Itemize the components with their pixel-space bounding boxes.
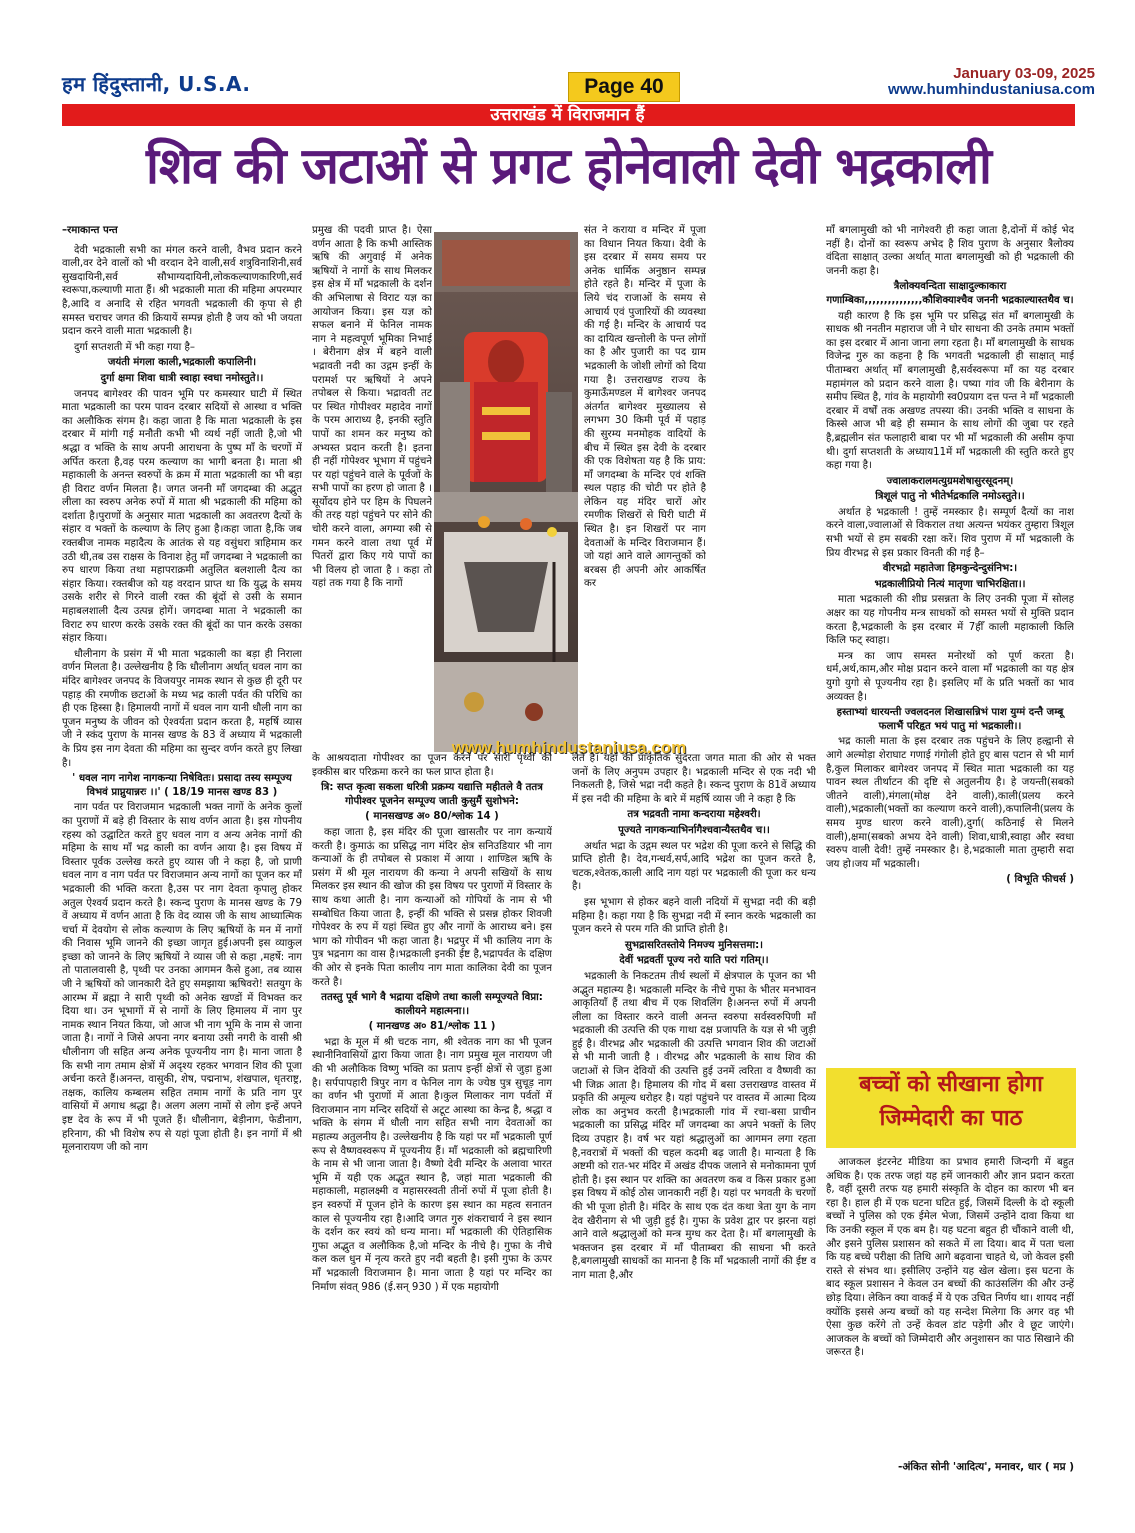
headline: शिव की जटाओं से प्रगट होनेवाली देवी भद्रकाली	[146, 137, 991, 195]
photo-watermark: www.humhindustaniusa.com	[451, 738, 687, 757]
verse: तत्र भद्रवती नामा कन्दराया महेश्वरी।	[627, 809, 761, 821]
masthead	[0, 0, 1135, 100]
paragraph: मन्त्र का जाप समस्त मनोरथों को पूर्ण करता है। धर्म,अर्थ,काम,और मोक्ष प्रदान करने वाला माँ भद्रकाली का यह क्षेत्र युगो युगो से पूज्यनीय रहा है। इसलिए माँ के प्रति भक्तों का भाव अव्यक्त है।	[826, 650, 1074, 703]
article-column-2-bottom	[312, 752, 552, 1514]
paragraph: भद्रा के मूल में श्री चटक नाग, श्री श्वेतक नाग का भी पूजन स्थानीनिवासियों द्वारा किया जाता है। नाग प्रमुख मूल नारायण जी की भी अलौकिक विष्णु भक्ति का प्रताप इन्हीं क्षेत्रों से जुड़ा हुआ है। सर्पपापहारी त्रिपुर नाग व फेनिल नाग के ज्येष्ठ पुत्र सुचूड़ नाग का वर्णन भी पुराणों में आता है।कुल मिलाकर नाग पर्वतों में विराजमान नाग मन्दिर सदियों से अटूट आस्था का केन्द्र है, श्रद्धा व भक्ति के संगम में धौली नाग सहित सभी नाग देवताओं का महात्म्य अतुलनीय है। उल्लेखनीय है कि यहां पर माँ भद्रकाली पूर्ण रूप से वैष्णवस्वरूप में पूज्यनीय हैं। माँ भद्रकाली को ब्रह्मचारिणी के नाम से भी जाना जाता है। वैष्णो देवी मन्दिर के अलावा भारत भूमि में यही एक अद्भुत स्थान है, जहां माता भद्रकाली की महाकाली, महालक्ष्मी व महासरस्वती तीनों रुपों में पूजा होती है। इन स्वरुपों में पूजन होने के कारण इस स्थान का महत्व सनातन काल से पूज्यनीय रहा है।आदि जगत गुरु शंकराचार्य ने इस स्थान के दर्शन कर स्वयं को धन्य माना। माँ भद्रकाली की ऐतिहासिक गुफा अद्भुत व अलौकिक है,जो मन्दिर के नीचे है। गुफा के नीचे कल कल धुन में नृत्य करते हुए नदी बहती है। इसी गुफा के ऊपर माँ भद्रकाली विराजमान है। माना जाता है यहां पर मन्दिर का निर्माण संवत् 986 (ई.सन् 930 ) में एक महायोगी	[312, 1036, 552, 1293]
article-column-3-bottom	[572, 752, 816, 1514]
paragraph: आजकल इंटरनेट मीडिया का प्रभाव हमारी जिन्दगी में बहुत अधिक है। एक तरफ जहां यह हमें जानकारी और ज्ञान प्रदान करता है, वहीं दूसरी तरफ यह हमारी संस्कृति के दोहन का कारण भी बन रहा है। हाल ही में एक घटना घटित हुई, जिसमें दिल्ली के दो स्कूली बच्चों ने पुलिस को एक ईमेल भेजा, जिसमें उन्होंने दावा किया था कि उनकी स्कूल में एक बम है। यह घटना बहुत ही चौंकाने वाली थी, और इसने पुलिस प्रशासन को सकते में ला दिया। बाद में पता चला कि यह बच्चे परीक्षा की तिथि आगे बढ़वाना चाहते थे, जो केवल इसी रास्ते से संभव था। इसीलिए उन्होंने यह खेल खेला। इस घटना के बाद स्कूल प्रशासन ने केवल उन बच्चों की काउंसलिंग की और उन्हें छोड़ दिया। लेकिन क्या वाकई में ये एक उचित निर्णय था। शायद नहीं क्योंकि इससे अन्य बच्चों को यह सन्देश मिलेगा कि अगर वह भी ऐसा कुछ करेंगे तो उन्हें केवल डांट पड़ेगी और वे छूट जाएंगे। आजकल के बच्चों को जिम्मेदारी और अनुशासन का पाठ सिखाने की जरूरत है।	[826, 1157, 1074, 1359]
box-title-line-2: जिम्मेदारी का पाठ	[879, 1106, 1023, 1131]
paragraph: कहा जाता है, इस मंदिर की पूजा खासतौर पर नाग कन्यायें करती है। कुमाऊं का प्रसिद्ध नाग मंदिर क्षेत्र सनिउडियार भी नाग कन्याओं के ही तपोबल से प्रकाश में आया । शाण्डिल ऋषि के प्रसंग में श्री मूल नारायण की कन्या ने अपनी सखियों के साथ मिलकर इस स्थान की खोज की इस विषय पर पुराणों में विस्तार के साथ कथा आती है। नाग कन्याओं को गोपियों के नाम से भी सम्बोधित किया जाता है, इन्हीं की भक्ति से प्रसन्न होकर शिवजी गोपेश्वर के रुप में यहां स्थित हुए और नागों के आराध्य बने। इस भाग को गोपीवन भी कहा जाता है। भद्रपुर में भी कालिय नाग के पुत्र भद्रनाग का वास है।भद्रकाली इनकी ईष्ट है,भद्रापर्वत के दक्षिण की ओर से इनके पिता कालीय नाग माता कालिका देवी का पूजन करते है।	[312, 826, 552, 988]
verse: त्रैलोक्यवन्दिता साक्षादुल्काकारा गणाम्बिका,,,,,,,,,,,,,,,कौशिक्याश्चैव जननी भद्रकाल्यास्तथैव च।	[826, 281, 1074, 306]
issue-date: January 03-09, 2025	[953, 65, 1095, 82]
article-column-2-top	[312, 224, 432, 754]
temple-photo	[434, 232, 578, 752]
page-number: Page 40	[568, 72, 680, 102]
paragraph: धौलीनाग के प्रसंग में भी माता भद्रकाली का बड़ा ही निराला वर्णन मिलता है। उल्लेखनीय है कि धौलीनाग अर्थात् धवल नाग का मंदिर बागेश्वर जनपद के विजयपुर नामक स्थान से कुछ ही दूरी पर पहाड़ की रमणीक छटाओं के मध्य भद्र काली पर्वत की परिधि का ही एक हिस्सा है। हिमालयी नागों में धवल नाग यानी धौली नाग का पूजन मनुष्य के जीवन को ऐश्वर्यता प्रदान करता है, महर्षि व्यास जी ने स्कंद पुराण के मानस खण्ड के 83 वें अध्याय में भद्रकाली के प्रिय इस नाग देवता की महिमा का सुन्दर वर्णन करते हुए लिखा है।	[62, 648, 302, 769]
verse: ततस्तु पूर्व भागे वै भद्राया दक्षिणे तथा काली सम्पूज्यते विप्रा: कालीयने महात्मना।।	[321, 992, 543, 1017]
paragraph: भद्र काली माता के इस दरबार तक पहुंचने के लिए हल्द्वानी से आगे अल्मोड़ा शेराघाट गणाई गंगोली होते हुए बास पटान से भी मार्ग है,कुल मिलाकर बागेश्वर जनपद में स्थित माता भद्रकाली का यह पावन स्थल तीर्थाटन की दृष्टि से अतुलनीय है। हे जयन्ती(सबको जीतने वाली),मंगला(मोक्ष देने वाली),काली(प्रलय करने वाली),भद्रकाली(भक्तों का कल्याण करने वाली),कपालिनी(प्रलय के समय मुण्ड धारण करने वाली),दुर्गा( कठिनाई से मिलने वाली),क्षमा(सबको अभय देने वाली) शिवा,धात्री,स्वाहा और स्वधा स्वरुप वाली देवी! तुम्हें नमस्कार है। हे,भद्रकाली माता तुम्हारी सदा जय हो।जय माँ भद्रकाली।	[826, 736, 1074, 870]
verse: भद्रकालीप्रियो नित्यं मातृणा चाभिरक्षिता।।	[874, 578, 1026, 590]
verse: ( मानखण्ड अ० 81/श्लोक 11 )	[368, 1021, 496, 1033]
paragraph: प्रमुख की पदवी प्राप्त है। ऐसा वर्णन आता है कि कभी आस्तिक ऋषि की अगुवाई में अनेक ऋषियों ने नागों के साथ मिलकर इस क्षेत्र में माँ भद्रकाली के दर्शन की अभिलाषा से विराट यज्ञ का आयोजन किया। इस यज्ञ को सफल बनाने में फेनिल नामक नाग ने महत्वपूर्ण भूमिका निभाई । बेरीनाग क्षेत्र में बहने वाली भद्रावती नदी का उद्गम इन्हीं के परामर्श पर ऋषियों ने अपने तपोबल से किया। भद्रावती तट पर स्थित गोपीश्वर महादेव नागों के परम आराध्य है, इनकी स्तुति पापों का शमन कर मनुष्य को अभ्यस्त प्रदान करती है। इतना ही नहीं गोपेश्वर भूभाग में पहुंचने पर यहां पहुंचने वाले के पूर्वजों के सभी पापों का हरण हो जाता है । सूर्योदय होने पर हिम के पिघलने की तरह यहां पहुंचने पर सोने की चोरी करने वाला, अगम्या स्त्री से गमन करने वाला तथा पूर्व में पितरों द्वारा किए गये पापों का भी विलय हो जाता है । कहा तो यहां तक गया है कि नागों	[312, 225, 432, 590]
issue-date-block	[888, 66, 1095, 98]
site-url: www.humhindustaniusa.com	[888, 81, 1095, 98]
paragraph: यही कारण है कि इस भूमि पर प्रसिद्ध संत माँ बगलामुखी के साधक श्री ननतीन महाराज जी ने घोर साधना की उनके तमाम भक्तों का इस दरबार में आना जाना लगा रहता है। माँ बगलामुखी के साधक विजेन्द्र गुरु का कहना है कि भगवती भद्रकाली ही साक्षात् माई पीताम्बरा अर्थात् माँ बगलामुखी है,सर्वस्वरूपा माँ का यह दरबार महामंगल को प्रदान करने वाला है। पष्या गांव जी कि बेरीनाग के समीप स्थित है, गांव के महायोगी स्व0प्रयाग दत्त पन्त ने माँ भद्रकाली दरबार में वर्षों तक अखण्ड तपस्या की। उनकी भक्ति व साधना के किस्से आज भी बड़े ही सम्मान के साथ लोगों की जुबा पर रहते है,ब्रह्मलीन संत फलाहारी बाबा पर भी माँ भद्रकाली की असीम कृपा थी। दुर्गा सप्तशती के अध्याय11में माँ भद्रकाली की स्तुति करते हुए कहा गया है।	[826, 310, 1074, 472]
paragraph: दुर्गा सप्तशती में भी कहा गया है–	[74, 341, 195, 353]
verse: दुर्गा क्षमा शिवा धात्री स्वाहा स्वधा नमोस्तुते।।	[100, 372, 264, 384]
verse: पूज्यते नागकन्याभिर्नागैश्चवान्यैस्तथैव च।।	[618, 824, 770, 836]
box-author: -अंकित सोनी 'आदित्य', मनावर, धार ( मप्र )	[898, 1461, 1074, 1473]
paragraph: संत ने कराया व मन्दिर में पूजा का विधान नियत किया। देवी के इस दरबार में समय समय पर अनेक धार्मिक अनुष्ठान सम्पन्न होते रहते है। मन्दिर में पूजा के लिये चंद राजाओं के समय से आचार्य एवं पुजारियों की व्यवस्था की गई है। मन्दिर के आचार्य पद का दायित्व खन्तोली के पन्त लोगों का है और पुजारी का पद ग्राम भद्रकाली के जोशी लोगों को दिया गया है। उत्तराखण्ड राज्य के कुमाऊँमण्डल में बागेश्वर जनपद अंतर्गत बागेश्वर मुख्यालय से लगभग 30 किमी पूर्व में पहाड़ की सुरम्य मनमोहक वादियों के बीच में स्थित इस देवी के दरबार की एक विशेषता यह है कि प्राय: माँ जगदम्बा के मन्दिर एवं शक्ति स्थल पहाड़ की चोटी पर होते है लेकिन यह मंदिर चारों ओर रमणीक शिखरों से घिरी घाटी में स्थित है। इन शिखरों पर नाग देवताओं के मन्दिर विराजमान हैं। जो यहां आने वाले आगन्तुकों को बरबस ही अपनी ओर आकर्षित कर	[584, 225, 706, 590]
verse: वीरभद्रो महातेजा हिमकुन्देन्दुसंनिभ:।	[882, 563, 1018, 575]
paragraph: देवी भद्रकाली सभी का मंगल करने वाली, वैभव प्रदान करने वाली,वर देने वालों को भी वरदान देने वाली,सर्व शत्रुविनाशिनी,सर्व सुखदायिनी,सर्व सौभाग्यदायिनी,लोककल्याणकारिणी,सर्व स्वरूपा,कल्याणी माता हैं। श्री भद्रकाली माता की महिमा अपरम्पार है,आदि व अनादि से रहित भगवती भद्रकाली की कृपा से ही समस्त चराचर जगत की क्रियायें सम्पन्न होती है जय को भी जयता प्रदान करने वाली माता भद्रकाली है।	[62, 244, 302, 338]
verse: त्रिशूलं पातु नो भीतेर्भद्रकालि नमोऽस्तुते।।	[875, 491, 1025, 503]
paragraph: नाग पर्वत पर विराजमान भद्रकाली भक्त नागों के अनेक कुलों का पुराणों में बड़े ही विस्तार के साथ वर्णन आता है। इस गोपनीय रहस्य को उद्घाटित करते हुए धवल नाग व अन्य अनेक नागों की महिमा के साथ माँ भद्र काली का वर्णन आया है। इस विषय में विस्तार पूर्वक उल्लेख करते हुए व्यास जी ने कहा है, जो प्राणी धवल नाग व नाग पर्वत पर विराजमान अन्य नागों का पूजन कर माँ भद्रकाली की भक्ति करता है,उस पर नाग देवता कृपालु होकर अतुल ऐश्वर्य प्रदान करते है। स्कन्द पुराण के मानस खण्ड के 79 वें अध्याय में वर्णन आता है कि वेद व्यास जी के साथ आध्यात्मिक चर्चा में देवयोग से लोक कल्याण के लिए ऋषियों के मन में नागों की निवास भूमि जानने की इच्छा जागृत हुई।अपनी इस व्याकुल इच्छा को जानने के लिए ऋषियों ने व्यास जी से कहा ,महर्षे: नाग तो पातालवासी है, पृथ्वी पर उनका आगमन कैसे हुआ, तब व्यास जी ने ऋषियों को जानकारी देते हुए समझाया ऋषिवरो! सतयुग के आरम्भ में ब्रह्मा ने सारी पृथ्वी को अनेक खण्डों में विभक्त कर दिया था। उन भूभागों में से नागों के लिए हिमालय में नाग पुर नामक स्थान नियत किया, जो आज भी नाग भूमि के नाम से जाना जाता है। नागों ने जिसे अपना नगर बनाया उसी नगरी के वासी श्री धौलीनाग जी सहित अन्य अनेक पूज्यनीय नाग है। माना जाता है कि सभी नाग तमाम क्षेत्रों में अदृश्य रहकर भगवान शिव की पूजा अर्चना करते हैं।अनन्त, वासुकी, शेष, पद्मनाभ, शंखपाल, धृतराष्ट्र, तक्षक, कालिय कम्बलम सहित तमाम नागों के प्रति नाग पुर वासियों में अगाध श्रद्धा है। अलग अलग नामों से लोग इन्हें अपने इष्ट देव के रूप में भी पूजते हैं। धौलीनाग, बेड़ीनाग, फेडीनाग, हरिनाग, की भी विशेष रुप से यहां पूजा होती है। इन नागों में श्री मूलनारायण जी को नाग	[62, 802, 302, 1154]
newspaper-brand: हम हिंदुस्तानी, U.S.A.	[62, 72, 251, 96]
verse: ( मानसखण्ड अ० 80/श्लोक 14 )	[365, 811, 499, 823]
paragraph: के आश्रयदाता गोपीश्वर का पूजन करने पर सारी पृथ्वी की इक्कीस बार परिक्रमा करने का फल प्राप्त होता है।	[312, 753, 552, 778]
verse: देवीं भद्रवतीं पूज्य नरो याति परां गतिम्।।	[619, 955, 769, 967]
verse: हस्ताभ्यां धारयन्ती ज्वलदनल शिखासन्निभं पाश युग्मं दन्तै जम्बू फलाभैं परिहृत भयं पातु मां भद्रकाली।।	[836, 707, 1064, 732]
article-column-1	[62, 224, 302, 1514]
box-article-body	[826, 1156, 1074, 1456]
verse: ' धवल नाग नागेश नागकन्या निषेवितः। प्रसादा तस्य सम्पूज्य विभवं प्राप्नुयान्नरः ।।' ( 18/19 मानस खण्ड 83 )	[72, 773, 292, 798]
paragraph: माँ बगलामुखी को भी नागेश्वरी ही कहा जाता है,दोनों में कोई भेद नहीं है। दोनों का स्वरूप अभेद है शिव पुराण के अनुसार त्रैलोक्य वंदिता साक्षात् उल्का अर्थात् माता बगलामुखी को ही भद्रकाली की जननी कहा है।	[826, 225, 1074, 277]
byline: –रमाकान्त पन्त	[62, 225, 118, 236]
article-column-3-top	[584, 224, 706, 754]
temple-photo-drawing	[434, 232, 578, 752]
paragraph: माता भद्रकाली की शीघ्र प्रसन्नता के लिए उनकी पूजा में सोलह अक्षर का यह गोपनीय मन्त्र साधकों को समस्त भयों से मुक्ति प्रदान करता है,भद्रकाली के इस दरबार में 7हीँ काली महाकाली किलि किलि फट् स्वाहा।	[826, 594, 1074, 647]
article-column-4	[826, 224, 1074, 1062]
paragraph: लेते है। यहाँ की प्राकृतिक सुंदरता जगत माता की ओर से भक्त जनों के लिए अनुपम उपहार है। भद्रकाली मन्दिर से एक नदी भी निकलती है, जिसे भद्रा नदी कहते है। स्कन्द पुराण के 81वें अध्याय में इस नदी की महिमा के बारे में महर्षि व्यास जी ने कहा है कि	[572, 753, 816, 805]
paragraph: भद्रकाली के निकटतम तीर्थ स्थलों में क्षेत्रपाल के पूजन का भी अद्भुत महात्म्य है। भद्रकाली मन्दिर के नीचे गुफा के भीतर मनभावन आकृतियाँ हैं तथा बीच में एक शिवलिंग है।अनन्त रुपों में अपनी लीला का विस्तार करने वाली अनन्त स्वरुपा सर्वस्वरुपिणी माँ भद्रकाली की उत्पत्ति की एक गाथा दक्ष प्रजापति के यज्ञ से भी जुड़ी हुई है। वीरभद्र और भद्रकाली की उत्पत्ति भगवान शिव की जटाओं से भी मानी जाती है । वीरभद्र और भद्रकाली के साथ शिव की जटाओं से जिन देवियों की उत्पत्ति हुई उनमें त्वरिता व वैष्णवी का भी जिक्र आता है। हिमालय की गोद में बसा उत्तराखण्ड वास्तव में प्रकृति की अमूल्य धरोहर है। यहां पहुंचने पर वास्तव में आत्मा दिव्य लोक का अनुभव करती है।भद्रकाली गांव में रचा-बसा प्राचीन भद्रकाली का प्रसिद्ध मंदिर माँ जगदम्बा का अपने भक्तों के लिए दिव्य उपहार है। वर्ष भर यहां श्रद्धालुओं का आगमन लगा रहता है,नवरात्रों में भक्तों की चहल कदमी बढ़ जाती है। मान्यता है कि अष्टमी को रात-भर मंदिर में अखंड दीपक जलाने से मनोकामना पूर्ण होती है। इस स्थान पर शक्ति का अवतरण कब व किस प्रकार हुआ इस विषय में कोई ठोस जानकारी नहीं है। यहां पर भगवती के चरणों की भी पूजा होती है। मंदिर के साथ एक दंत कथा त्रेता युग के नाग देव खैरीनाग से भी जुड़ी हुई है। गुफा के प्रवेश द्वार पर झरना यहां आने वाले श्रद्धालुओं को मन्त्र मुग्ध कर देता है। माँ बगलामुखी के भक्तजन इस दरबार में माँ पीताम्बरा की साधना भी करते है,बगलामुखी साधकों का मानना है कि माँ भद्रकाली नागों की ईष्ट व नाग माता है,और	[572, 970, 816, 1281]
verse: सुभद्रासरितस्तोये निमज्य मुनिसत्तमा:।	[624, 939, 764, 951]
paragraph: अर्थात भद्रा के उद्गम स्थल पर भद्रेश की पूजा करने से सिद्धि की प्राप्ति होती है। देव,गन्धर्व,सर्प,आदि भद्रेश का पूजन करते है, चटक,श्वेतक,काली आदि नाग यहां पर भद्रकाली की पूजा कर धन्य है।	[572, 840, 816, 893]
paragraph: इस भूभाग से होकर बहने वाली नदियों में सुभद्रा नदी की बड़ी महिमा है। कहा गया है कि सुभद्रा नदी में स्नान करके भद्रकाली का पूजन करने से परम गति की प्राप्ति होती है।	[572, 896, 816, 936]
verse: त्रि: सप्त कृत्वा सकला धरित्री प्रक्रम्य यद्यात्ति महीतले वै ततत्र गोपीश्वर पूजनेन सम्पूज्य जाती कुसुमैं सुशोभने:	[321, 782, 543, 807]
box-title-line-1: बच्चों को सीखाना होगा	[859, 1072, 1043, 1097]
feature-credit: ( विभूति फीचर्स )	[1006, 874, 1074, 886]
box-article-header	[826, 1068, 1076, 1148]
verse: ज्वालाकरालमत्युग्रमशेषासुरसूदनम्।	[886, 475, 1014, 487]
paragraph: अर्थात हे भद्रकाली ! तुम्हें नमस्कार है। सम्पूर्ण दैत्यों का नाश करने वाला,ज्वालाओं से विकराल तथा अत्यन्त भयंकर तुम्हारा त्रिशूल सभी भयों से हम सबकी रक्षा करें। शिव पुराण में माँ भद्रकाली के प्रिय वीरभद्र से इस प्रकार विनती की गई है–	[826, 506, 1074, 559]
paragraph: जनपद बागेश्वर की पावन भूमि पर कमस्यार घाटी में स्थित माता भद्रकाली का परम पावन दरबार सदियों से आस्था व भक्ति का अलौकिक संगम है। कहा जाता है कि माता भद्रकाली के इस दरबार में मांगी गई मनौती कभी भी व्यर्थ नहीं जाती है,जो भी श्रद्धा व भक्ति के साथ अपनी आराधना के पुष्प माँ के चरणों में अर्पित करता है,वह परम कल्याण का भागी बनता है। माता श्री महाकाली के अनन्त स्वरुपों के क्रम में माता भद्रकाली का भी बड़ा ही विराट वर्णन मिलता है। जगत जननी माँ जगदम्बा की अद्भुत लीला का स्वरुप अनेक रुपों में माता श्री भद्रकाली की महिमा को दर्शाता है।पुराणों के अनुसार माता भद्रकाली का अवतरण दैत्यों के संहार व भक्तों के कल्याण के लिए हुआ है।कहा जाता है,कि जब रक्तबीज नामक महादैत्य के आतंक से यह वसुंधरा त्राहिमाम कर उठी थी,तब उस राक्षस के विनाश हेतु माँ जगदम्बा ने भद्रकाली का रुप धारण किया तथा महापराक्रमी अतुलित बलशाली दैत्य का संहार किया। रक्तबीज को यह वरदान प्राप्त था कि युद्ध के समय उसके शरीर से गिरने वाली रक्त की बूंदों से उसी के समान महाबलशाली दैत्य उत्पन्न होगें। जगदम्बा माता ने भद्रकाली का विराट रुप धारण करके उसके रक्त की बूंदों का पान करके उसका संहार किया।	[62, 388, 302, 645]
kicker-text: उत्तराखंड में विराजमान हैं	[490, 105, 645, 125]
verse: जयंती मंगला काली,भद्रकाली कपालिनी।	[107, 357, 257, 369]
